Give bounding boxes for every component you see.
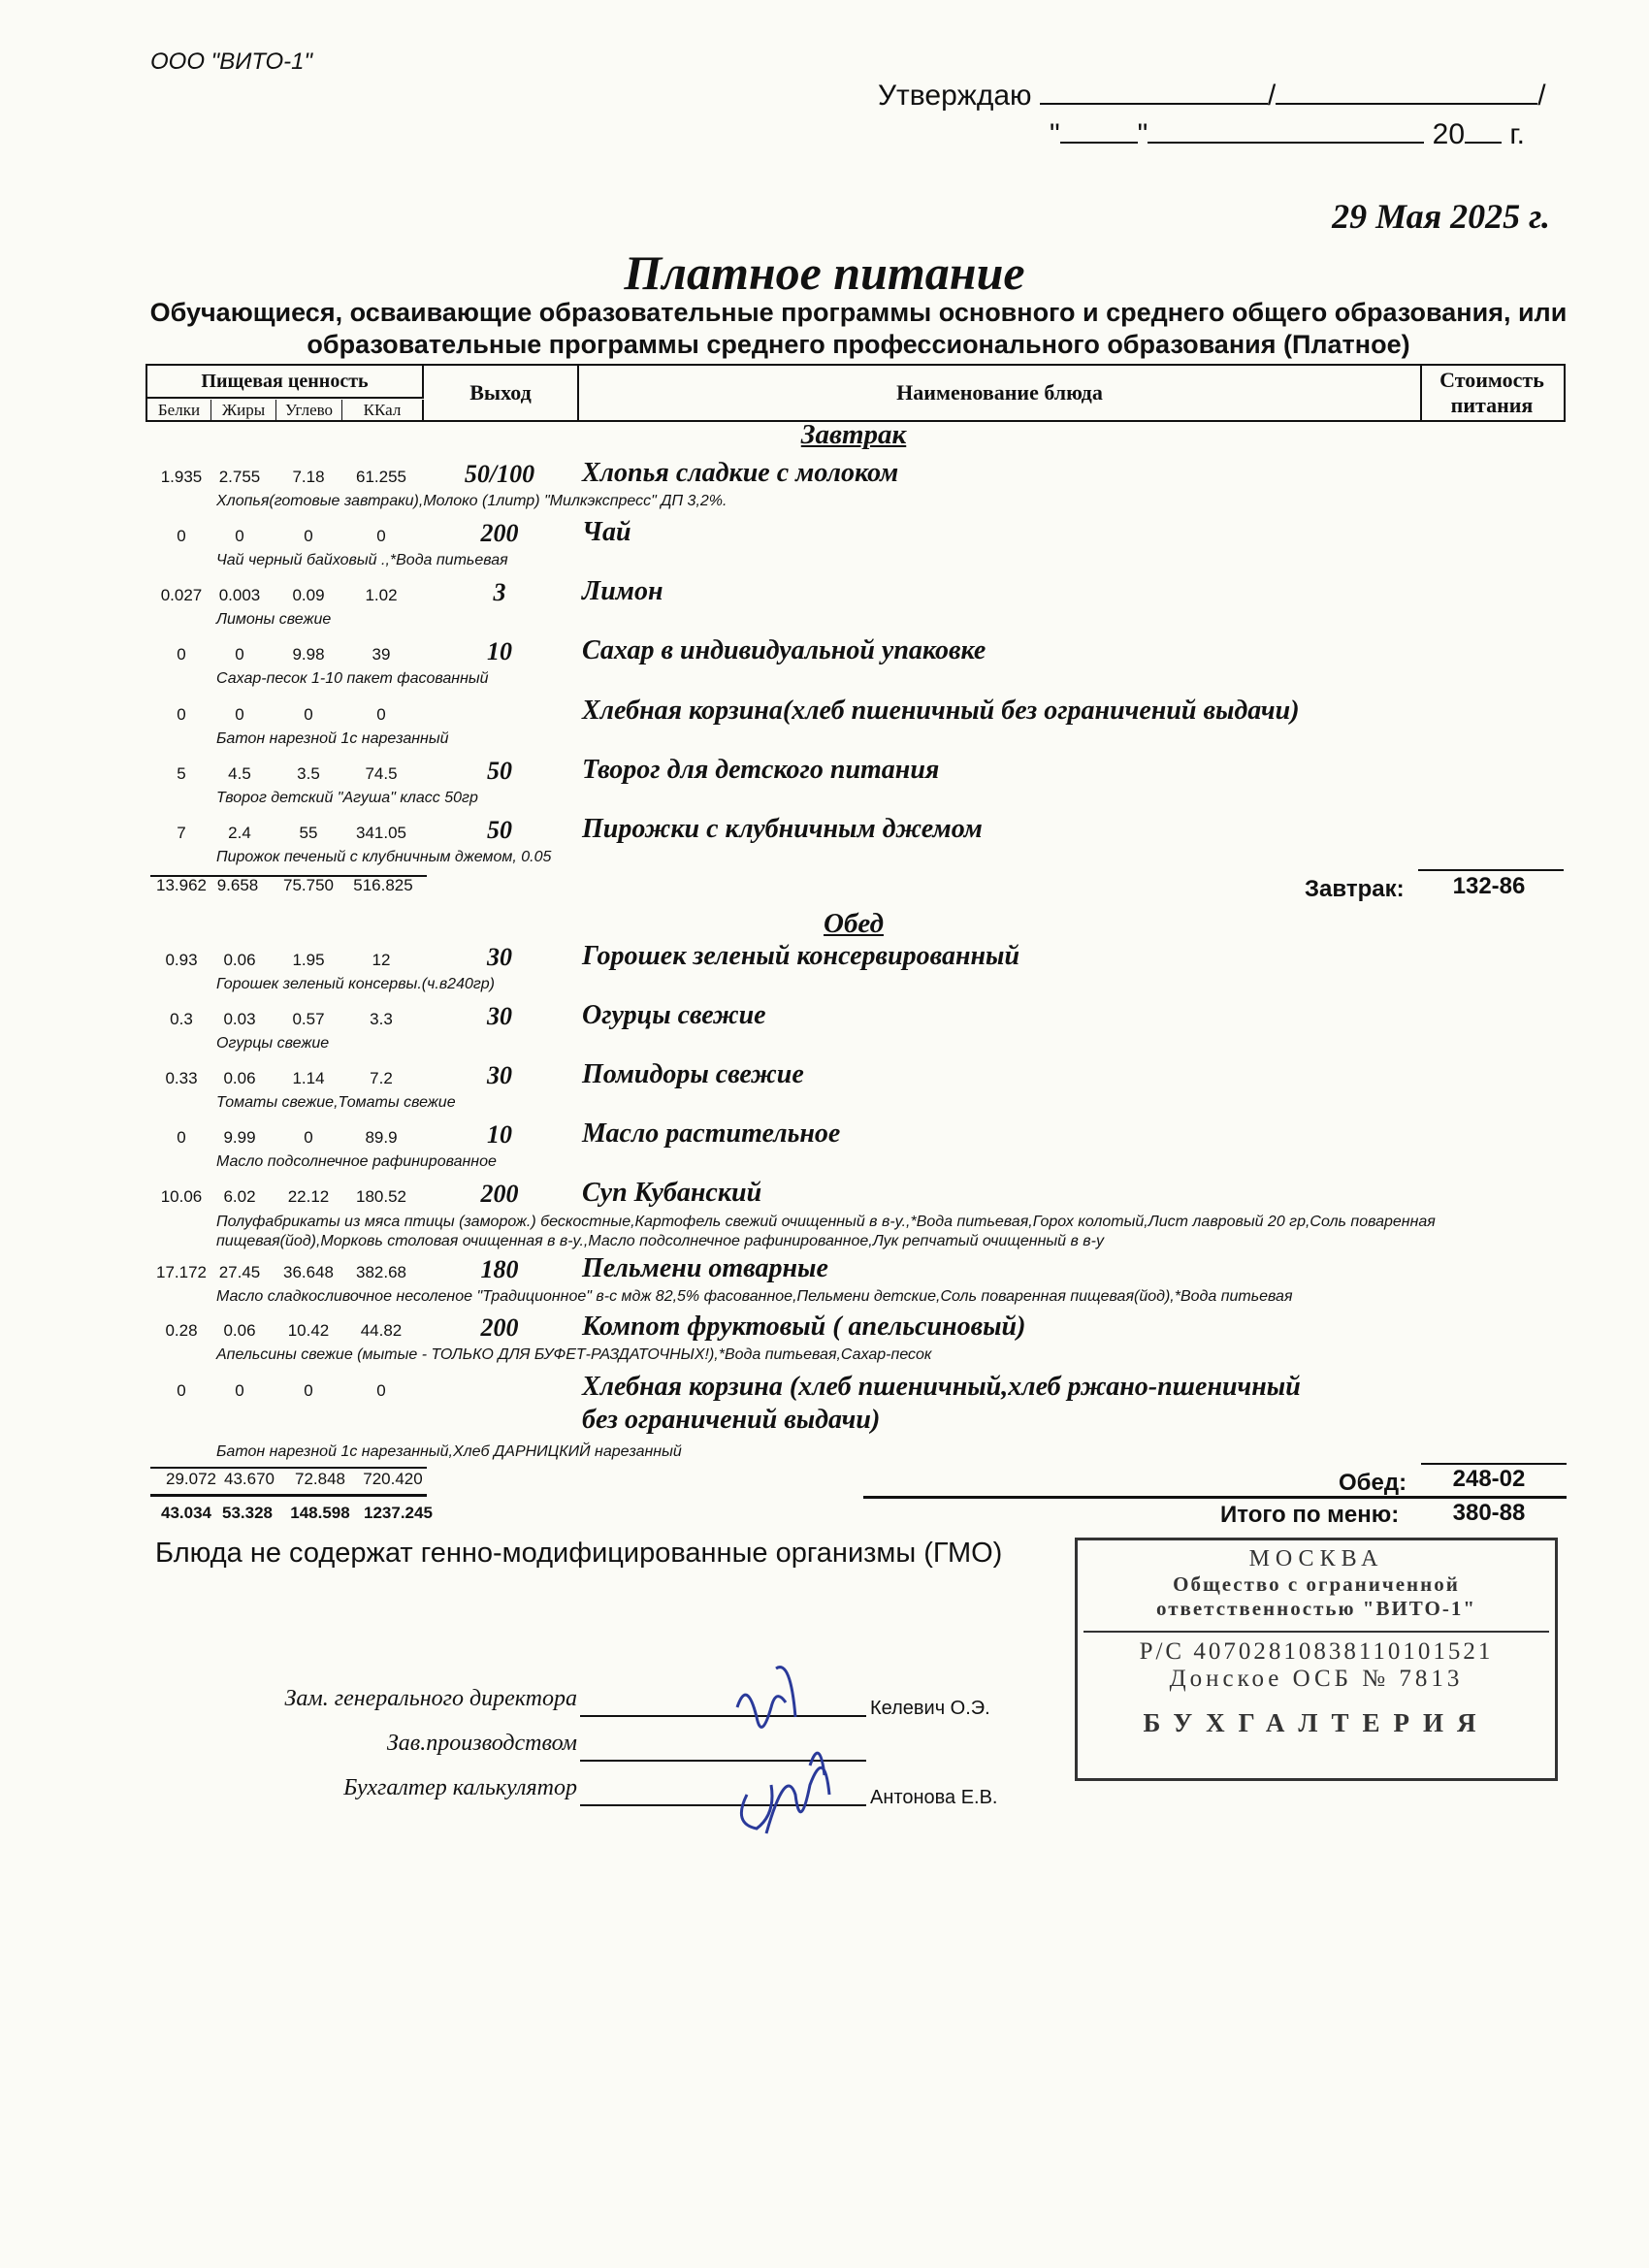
nutrition-header: Пищевая ценность — [147, 366, 424, 399]
stamp-org-line2: ответственностью "ВИТО-1" — [1155, 1597, 1477, 1620]
carbs-value: 0.57 — [292, 1010, 325, 1028]
grand-sum-line — [863, 1496, 1567, 1499]
protein-value: 10.06 — [160, 1187, 203, 1206]
breakfast-sum-label: Завтрак: — [1305, 876, 1405, 902]
carbs-header: Углево — [276, 400, 342, 420]
protein-value: 0.027 — [160, 586, 203, 604]
year-prefix: 20 — [1432, 118, 1466, 150]
dish-name: Сахар в индивидуальной упаковке — [582, 635, 986, 665]
dish-composition: Пирожок печеный с клубничным джемом, 0.05 — [216, 849, 552, 865]
grand-total-carbs: 148.598 — [290, 1504, 350, 1522]
kcal-value: 89.9 — [365, 1128, 398, 1147]
dish-composition: Масло сладкосливочное несоленое "Традиционное" в-с мдж 82,5% фасованное,Пельмени детские,Соль поваренная пищевая(йод),*Вода питьевая — [216, 1288, 1293, 1305]
dish-composition: Творог детский "Агуша" класс 50гр — [216, 790, 478, 806]
dish-composition: Батон нарезной 1с нарезанный,Хлеб ДАРНИЦКИЙ нарезанный — [216, 1443, 682, 1460]
dish-name: Пельмени отварные — [582, 1253, 828, 1283]
dish-name: Хлебная корзина(хлеб пшеничный без ограничений выдачи) — [582, 696, 1300, 726]
kcal-value: 180.52 — [356, 1187, 406, 1206]
page-subtitle: Обучающиеся, осваивающие образовательные программы основного и среднего общего образования, или образовательные программы среднего профессионального образования (Платное) — [149, 298, 1568, 359]
kcal-value: 341.05 — [356, 824, 406, 842]
fat-value: 0 — [235, 705, 244, 724]
kcal-value: 12 — [372, 951, 391, 969]
dish-name: Огурцы свежие — [582, 1000, 766, 1030]
protein-value: 17.172 — [156, 1263, 207, 1281]
grand-total-protein: 43.034 — [161, 1504, 211, 1522]
dish-name-header: Наименование блюда — [579, 366, 1422, 420]
signature-name: Келевич О.Э. — [870, 1698, 990, 1719]
breakfast-sum-value: 132-86 — [1452, 873, 1526, 899]
protein-value: 0.3 — [170, 1010, 193, 1028]
carbs-value: 0 — [304, 1128, 313, 1147]
protein-value: 5 — [177, 764, 186, 783]
approval-line — [878, 78, 1546, 113]
dish-composition: Огурцы свежие — [216, 1035, 330, 1052]
dish-composition: Сахар-песок 1-10 пакет фасованный — [216, 670, 489, 687]
protein-value: 0 — [177, 705, 186, 724]
dish-composition: Горошек зеленый консервы.(ч.в240гр) — [216, 976, 495, 992]
carbs-value: 3.5 — [297, 764, 320, 783]
yield-header: Выход — [424, 366, 579, 420]
fat-value: 0.06 — [223, 951, 256, 969]
day-blank — [1060, 116, 1138, 144]
protein-value: 0.93 — [165, 951, 198, 969]
gmo-notice: Блюда не содержат генно-модифицированные организмы (ГМО) — [155, 1538, 1003, 1569]
approval-separator-end: / — [1537, 80, 1546, 112]
stamp-department: БУХГАЛТЕРИЯ — [1143, 1708, 1490, 1737]
yield-value: 50/100 — [464, 460, 535, 488]
carbs-value: 7.18 — [292, 468, 325, 486]
signature-role: Зав.производством — [386, 1731, 577, 1756]
grand-total-kcal: 1237.245 — [364, 1504, 433, 1522]
lunch-total-protein: 29.072 — [166, 1470, 216, 1488]
grand-sum-label: Итого по меню: — [1220, 1502, 1400, 1528]
carbs-value: 22.12 — [287, 1187, 330, 1206]
year-suffix: г. — [1509, 118, 1525, 150]
lunch-title: Обед — [824, 908, 884, 939]
kcal-value: 0 — [376, 1381, 386, 1400]
lunch-sum-value: 248-02 — [1452, 1466, 1526, 1492]
carbs-value: 0 — [304, 527, 313, 545]
dish-name: Лимон — [582, 576, 663, 606]
dish-composition: Полуфабрикаты из мяса птицы (заморож.) бескостные,Картофель свежий очищенный в в-у.,*Вода питьевая,Горох колотый,Лист лавровый 20 гр,Соль поваренная пищевая(йод),Морковь столовая очищенная в в-у.,Масло подсолнечное рафинированное,Лук репчатый очищенный в в-у — [216, 1214, 1436, 1249]
kcal-value: 7.2 — [370, 1069, 393, 1087]
quote-close: " — [1137, 118, 1148, 150]
fat-value: 0 — [235, 527, 244, 545]
dish-composition: Масло подсолнечное рафинированное — [216, 1153, 497, 1170]
grand-total-line — [150, 1494, 427, 1497]
menu-date: 29 Мая 2025 г. — [1332, 197, 1550, 236]
stamp-account: Р/С 40702810838110101521 — [1139, 1638, 1494, 1665]
grand-sum-value: 380-88 — [1452, 1500, 1526, 1526]
kcal-value: 382.68 — [356, 1263, 406, 1281]
protein-value: 0 — [177, 645, 186, 664]
carbs-value: 1.14 — [292, 1069, 325, 1087]
protein-value: 0 — [177, 527, 186, 545]
yield-value: 200 — [480, 1313, 519, 1342]
lunch-total-kcal: 720.420 — [363, 1470, 423, 1488]
dish-composition: Томаты свежие,Томаты свежие — [216, 1094, 456, 1111]
approval-label: Утверждаю — [878, 80, 1032, 112]
breakfast-sum-line — [1418, 869, 1564, 871]
dish-composition: Лимоны свежие — [216, 611, 332, 628]
dish-composition: Хлопья(готовые завтраки),Молоко (1литр) "Милкэкспресс" ДП 3,2%. — [216, 493, 728, 509]
dish-name: Компот фруктовый ( апельсиновый) — [582, 1312, 1026, 1342]
kcal-value: 0 — [376, 527, 386, 545]
yield-value: 3 — [493, 578, 506, 606]
yield-value: 200 — [480, 1180, 519, 1208]
fat-value: 6.02 — [223, 1187, 256, 1206]
carbs-value: 1.95 — [292, 951, 325, 969]
breakfast-title: Завтрак — [800, 419, 907, 450]
carbs-value: 0.09 — [292, 586, 325, 604]
dish-name-continued: без ограничений выдачи) — [582, 1405, 881, 1435]
stamp-city: МОСКВА — [1248, 1546, 1384, 1571]
carbs-value: 0 — [304, 1381, 313, 1400]
kcal-value: 44.82 — [360, 1321, 403, 1340]
cost-header: Стоимость питания — [1439, 368, 1544, 417]
yield-value: 180 — [480, 1255, 519, 1283]
protein-value: 1.935 — [160, 468, 203, 486]
fat-header: Жиры — [211, 400, 276, 420]
dish-name: Хлебная корзина (хлеб пшеничный,хлеб ржано-пшеничный — [582, 1372, 1301, 1402]
dish-name: Помидоры свежие — [582, 1059, 804, 1089]
yield-value: 10 — [487, 637, 512, 665]
lunch-sum-line — [1421, 1463, 1567, 1465]
fat-value: 0 — [235, 645, 244, 664]
kcal-value: 61.255 — [356, 468, 406, 486]
total-carbs: 75.750 — [283, 876, 334, 894]
carbs-value: 0 — [304, 705, 313, 724]
yield-value: 50 — [487, 757, 512, 785]
protein-header: Белки — [147, 400, 211, 420]
fat-value: 0.03 — [223, 1010, 256, 1028]
lunch-total-fat: 43.670 — [224, 1470, 275, 1488]
stamp-bank: Донское ОСБ № 7813 — [1169, 1666, 1464, 1692]
dish-composition: Чай черный байховый .,*Вода питьевая — [216, 552, 508, 568]
lunch-total-line — [150, 1467, 427, 1469]
approval-name-blank — [1276, 78, 1537, 105]
carbs-value: 9.98 — [292, 645, 325, 664]
total-fat: 9.658 — [216, 876, 259, 894]
fat-value: 2.4 — [228, 824, 251, 842]
yield-value: 50 — [487, 816, 512, 844]
dish-name: Хлопья сладкие с молоком — [582, 458, 899, 488]
carbs-value: 10.42 — [287, 1321, 330, 1340]
month-blank — [1148, 116, 1424, 144]
handwritten-signatures — [718, 1649, 854, 1843]
yield-value: 30 — [487, 943, 512, 971]
signature-name: Антонова Е.В. — [870, 1787, 998, 1808]
kcal-value: 39 — [372, 645, 391, 664]
page-title: Платное питание — [624, 245, 1025, 300]
fat-value: 2.755 — [218, 468, 261, 486]
stamp-org-line1: Общество с ограниченной — [1173, 1572, 1460, 1596]
yield-value: 30 — [487, 1002, 512, 1030]
approval-separator: / — [1267, 80, 1277, 112]
dish-name: Пирожки с клубничным джемом — [582, 814, 983, 844]
organization-name: ООО "ВИТО-1" — [150, 49, 313, 75]
fat-value: 0 — [235, 1381, 244, 1400]
protein-value: 0 — [177, 1381, 186, 1400]
dish-composition: Батон нарезной 1с нарезанный — [216, 730, 449, 747]
dish-name: Горошек зеленый консервированный — [582, 941, 1020, 971]
protein-value: 0.33 — [165, 1069, 198, 1087]
grand-total-fat: 53.328 — [222, 1504, 273, 1522]
yield-value: 10 — [487, 1120, 512, 1149]
protein-value: 7 — [177, 824, 186, 842]
dish-name: Творог для детского питания — [582, 755, 940, 785]
approval-signature-blank — [1040, 78, 1268, 105]
protein-value: 0 — [177, 1128, 186, 1147]
fat-value: 27.45 — [218, 1263, 261, 1281]
dish-name: Масло растительное — [582, 1118, 841, 1149]
dish-name: Суп Кубанский — [582, 1178, 762, 1208]
table-header — [146, 364, 1566, 422]
total-kcal: 516.825 — [353, 876, 413, 894]
fat-value: 0.06 — [223, 1321, 256, 1340]
lunch-sum-label: Обед: — [1339, 1470, 1407, 1496]
year-blank — [1465, 116, 1502, 144]
fat-value: 9.99 — [223, 1128, 256, 1147]
fat-value: 0.003 — [218, 586, 261, 604]
yield-value: 30 — [487, 1061, 512, 1089]
total-protein: 13.962 — [156, 876, 207, 894]
kcal-value: 0 — [376, 705, 386, 724]
kcal-value: 74.5 — [365, 764, 398, 783]
lunch-total-carbs: 72.848 — [295, 1470, 345, 1488]
approval-date-line — [1050, 116, 1525, 151]
kcal-header: ККал — [342, 400, 424, 420]
quote-open: " — [1050, 118, 1060, 150]
carbs-value: 36.648 — [283, 1263, 334, 1281]
carbs-value: 55 — [299, 824, 318, 842]
yield-value: 200 — [480, 519, 519, 547]
signature-role: Зам. генерального директора — [284, 1686, 577, 1711]
protein-value: 0.28 — [165, 1321, 198, 1340]
dish-composition: Апельсины свежие (мытые - ТОЛЬКО ДЛЯ БУФЕТ-РАЗДАТОЧНЫХ!),*Вода питьевая,Сахар-песок — [216, 1346, 932, 1363]
signature-role: Бухгалтер калькулятор — [343, 1775, 577, 1800]
dish-name: Чай — [582, 517, 631, 547]
kcal-value: 3.3 — [370, 1010, 393, 1028]
fat-value: 0.06 — [223, 1069, 256, 1087]
kcal-value: 1.02 — [365, 586, 398, 604]
fat-value: 4.5 — [228, 764, 251, 783]
